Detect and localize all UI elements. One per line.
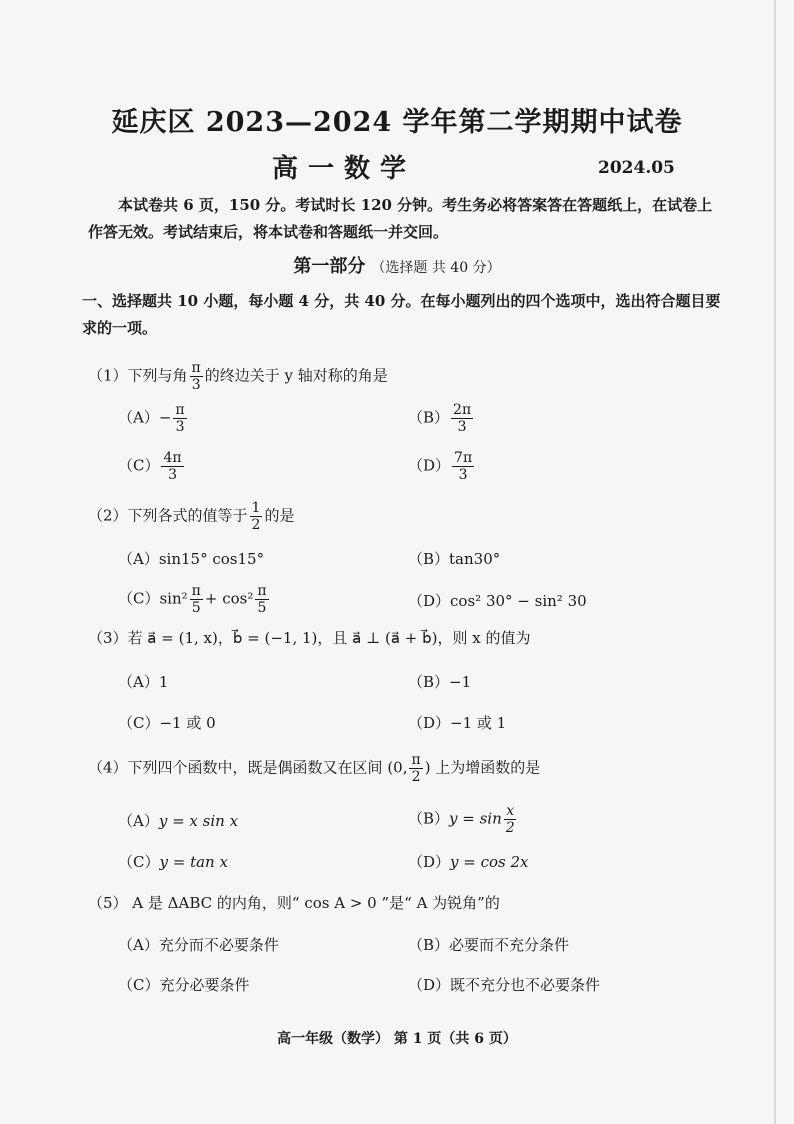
question-5-stem: （5） A 是 ΔABC 的内角，则“ cos A > 0 ”是“ A 为锐角”的 bbox=[88, 894, 500, 912]
q2-option-d: （D）cos² 30° − sin² 30 bbox=[408, 592, 587, 610]
q5-option-a: （A）充分而不必要条件 bbox=[118, 936, 279, 954]
q2-stem-fraction: $\frac{1}{2}$ bbox=[251, 500, 261, 533]
question-4-stem: （4）下列四个函数中，既是偶函数又在区间 (0, $\frac{\pi}{2}$ ) 上为增函数的是 bbox=[88, 752, 541, 785]
page-edge-shadow bbox=[774, 0, 776, 1124]
q3-option-a: （A）1 bbox=[118, 673, 169, 691]
q3-option-c: （C）−1 或 0 bbox=[118, 714, 216, 732]
exam-title: 延庆区 2023—2024 学年第二学期期中试卷 bbox=[111, 107, 683, 138]
question-1-stem bbox=[88, 360, 388, 393]
q4-option-d: （D）y = cos 2x bbox=[408, 853, 529, 871]
q1-option-a: （A）− $\frac{\pi}{3}$ bbox=[118, 402, 185, 435]
q4-option-b: （B）y = sin $\frac{x}{2}$ bbox=[408, 803, 515, 836]
q5-option-c: （C）充分必要条件 bbox=[118, 976, 250, 994]
question-2-stem: （2）下列各式的值等于 $\frac{1}{2}$ 的是 bbox=[88, 500, 295, 533]
q5-option-d: （D）既不充分也不必要条件 bbox=[408, 976, 601, 994]
q2-option-b: （B）tan30° bbox=[408, 550, 501, 568]
q2-option-c: （C）sin² $\frac{\pi}{5}$ + cos² $\frac{\pi}{5}$ bbox=[118, 583, 267, 616]
page-footer: 高一年级（数学） 第 1 页（共 6 页） bbox=[277, 1031, 517, 1047]
q3-option-b: （B）−1 bbox=[408, 673, 472, 691]
q1-stem-fraction: $\frac{\pi}{3}$ bbox=[191, 360, 201, 393]
exam-date: 2024.05 bbox=[598, 158, 675, 178]
q1-stem-post: 的终边关于 y 轴对称的角是 bbox=[204, 366, 388, 385]
q4-option-a: （A）y = x sin x bbox=[118, 812, 239, 830]
q4-stem-fraction: $\frac{\pi}{2}$ bbox=[411, 752, 421, 785]
q5-option-b: （B）必要而不充分条件 bbox=[408, 936, 570, 954]
question-3-stem: （3）若 a⃗ = (1, x)，b⃗ = (−1, 1)，且 a⃗ ⊥ (a⃗ + b⃗)，则 x 的值为 bbox=[88, 629, 531, 647]
part-label: 第一部分 bbox=[293, 256, 366, 277]
q2-option-a: （A）sin15° cos15° bbox=[118, 550, 265, 568]
part-heading bbox=[0, 252, 794, 278]
q1-option-d: （D） $\frac{7\pi}{3}$ bbox=[408, 450, 473, 483]
part-note: （选择题 共 40 分） bbox=[371, 260, 501, 276]
section-instruction: 一、选择题共 10 小题，每小题 4 分，共 40 分。在每小题列出的四个选项中，选出符合题目要求的一项。 bbox=[82, 292, 721, 337]
q1-option-c: （C） $\frac{4\pi}{3}$ bbox=[118, 450, 182, 483]
exam-subject: 高一数学 bbox=[272, 154, 417, 184]
exam-intro: 本试卷共 6 页，150 分。考试时长 120 分钟。考生务必将答案答在答题纸上，在试卷上作答无效。考试结束后，将本试卷和答题纸一并交回。 bbox=[88, 196, 713, 241]
q1-stem-pre: （1）下列与角 bbox=[88, 366, 188, 385]
q1-option-b: （B） $\frac{2\pi}{3}$ bbox=[408, 402, 472, 435]
q4-option-c: （C）y = tan x bbox=[118, 853, 228, 871]
q3-option-d: （D）−1 或 1 bbox=[408, 714, 507, 732]
